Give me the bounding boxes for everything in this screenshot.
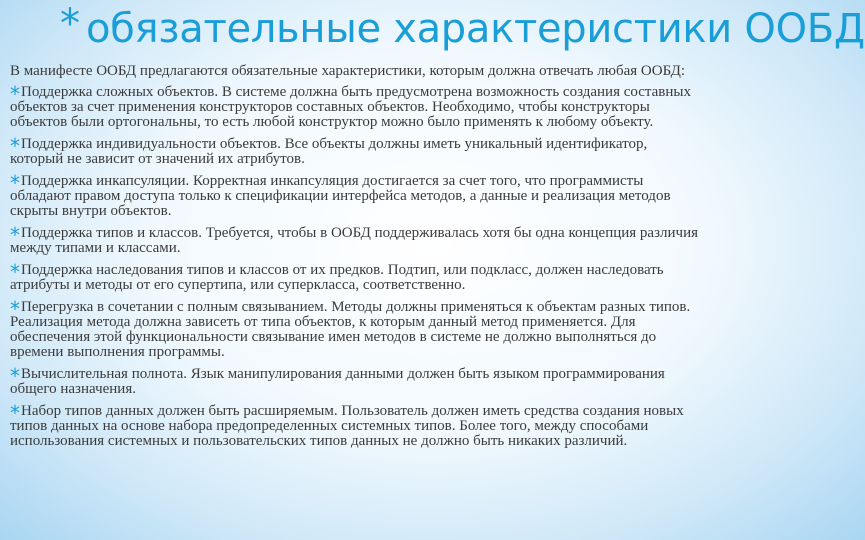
list-item [10, 401, 700, 449]
list-item-text: Поддержка типов и классов. Требуется, чтобы в ООБД поддерживалась хотя бы одна концепция различия между типами и классами. [10, 225, 698, 256]
star-bullet-icon: * [10, 401, 20, 425]
list-item-text: Перегрузка в сочетании с полным связыванием. Методы должны применяться к объектам разных типов. Реализация метода должна зависеть от типа объектов, к которым данный метод применяется. Для обеспечения этой функциональности связывание имен методов в системе не должно выполняться до времени выполнения программы. [10, 299, 691, 360]
list-item [10, 297, 700, 360]
title-star-icon: * [60, 1, 80, 47]
list-item [10, 364, 700, 397]
list-item [10, 134, 700, 167]
list-item [10, 171, 700, 219]
star-bullet-icon: * [10, 364, 20, 388]
star-bullet-icon: * [10, 134, 20, 158]
list-item [10, 260, 700, 293]
slide-body [10, 64, 700, 456]
list-item-text: Набор типов данных должен быть расширяемым. Пользователь должен иметь средства создания новых типов данных на основе набора предопределенных системных типов. Более того, между способами использования системных и пользовательских типов данных не должно быть никаких различий. [10, 403, 684, 449]
star-bullet-icon: * [10, 260, 20, 284]
list-item-text: Поддержка индивидуальности объектов. Все объекты должны иметь уникальный идентификатор, который не зависит от значений их атрибутов. [10, 136, 648, 167]
slide-title-text: обязательные характеристики ООБД [86, 6, 865, 52]
star-bullet-icon: * [10, 223, 20, 247]
star-bullet-icon: * [10, 297, 20, 321]
star-bullet-icon: * [10, 82, 20, 106]
intro-paragraph: В манифесте ООБД предлагаются обязательные характеристики, которым должна отвечать любая ООБД: [10, 63, 686, 79]
list-item-text: Поддержка инкапсуляции. Корректная инкапсуляция достигается за счет того, что программисты обладают правом доступа только к спецификации интерфейса методов, а данные и реализация методов скрыты внутри объектов. [10, 173, 671, 219]
star-bullet-icon: * [10, 171, 20, 195]
list-item [10, 82, 700, 130]
list-item-text: Поддержка наследования типов и классов от их предков. Подтип, или подкласс, должен наследовать атрибуты и методы от его супертипа, или суперкласса, соответственно. [10, 262, 664, 293]
slide-title [60, 2, 865, 60]
list-item-text: Вычислительная полнота. Язык манипулирования данными должен быть языком программирования общего назначения. [10, 366, 665, 397]
list-item-text: Поддержка сложных объектов. В системе должна быть предусмотрена возможность создания составных объектов за счет применения конструкторов составных объектов. Необходимо, чтобы конструкторы объектов были ортогональны, то есть любой конструктор можно было применять к любому объекту. [10, 84, 691, 130]
list-item [10, 223, 700, 256]
